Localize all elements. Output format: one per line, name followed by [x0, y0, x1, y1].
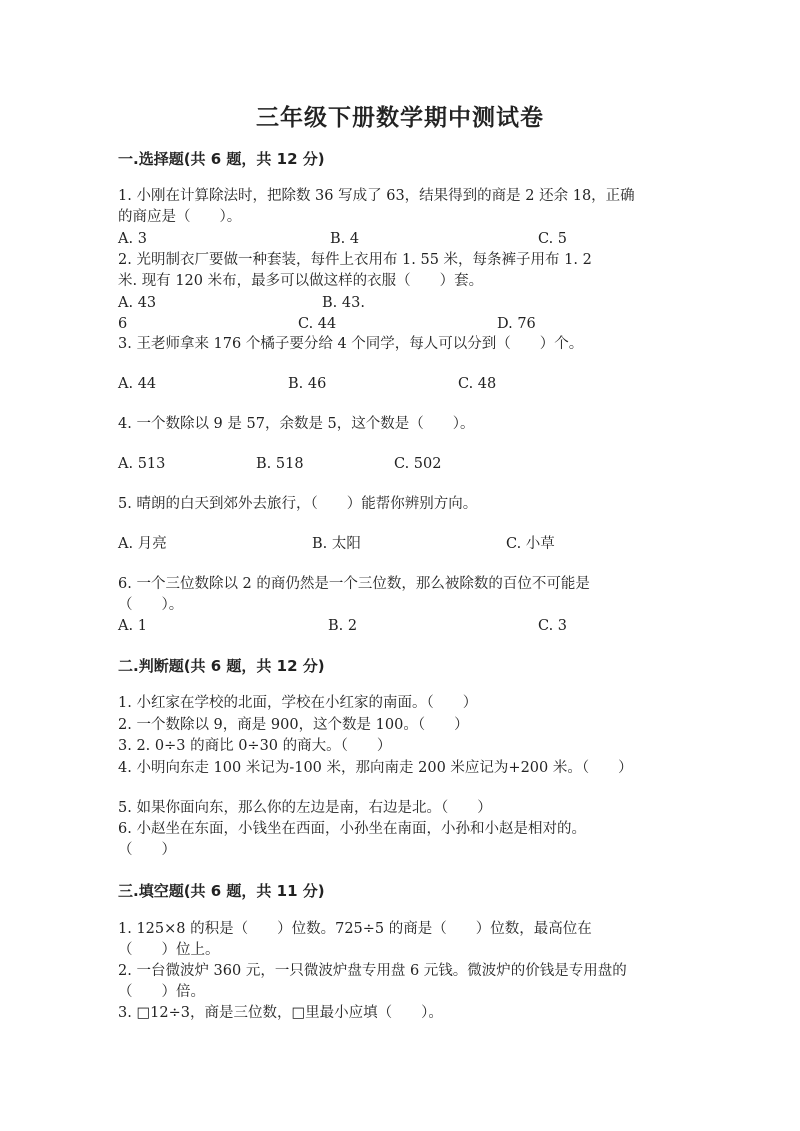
page-title: 三年级下册数学期中测试卷 — [256, 104, 544, 131]
option-a: A. 43 — [118, 295, 157, 311]
fill-in-line: （ ）倍。 — [118, 984, 205, 1000]
option-a: A. 3 — [118, 231, 147, 247]
option-c: C. 小草 — [506, 536, 555, 552]
option-c: C. 44 — [298, 316, 337, 332]
statement-line: 1. 小红家在学校的北面，学校在小红家的南面。（ ） — [118, 695, 478, 711]
section-heading-fill-in: 三.填空题(共 6 题，共 11 分) — [118, 882, 325, 900]
statement-line: 4. 小明向东走 100 米记为-100 米，那向南走 200 米应记为+200 米。（ ） — [118, 760, 633, 776]
statement-line: 3. 2. 0÷3 的商比 0÷30 的商大。（ ） — [118, 738, 392, 754]
fill-in-line: 1. 125×8 的积是（ ）位数。725÷5 的商是（ ）位数，最高位在 — [118, 921, 592, 937]
option-a: A. 1 — [118, 618, 147, 634]
statement-line: 5. 如果你面向东，那么你的左边是南，右边是北。（ ） — [118, 800, 492, 816]
section-heading-choice: 一.选择题(共 6 题，共 12 分) — [118, 150, 325, 168]
option-c: C. 502 — [394, 456, 442, 472]
question-text: 1. 小刚在计算除法时，把除数 36 写成了 63，结果得到的商是 2 还余 18，正确 — [118, 188, 635, 204]
statement-line: 6. 小赵坐在东面，小钱坐在西面，小孙坐在南面，小孙和小赵是相对的。 — [118, 821, 586, 837]
question-text: 米. 现有 120 米布，最多可以做这样的衣服（ ）套。 — [118, 273, 484, 289]
option-b-continued: 6 — [118, 316, 128, 332]
option-a: A. 513 — [118, 456, 166, 472]
section-heading-judgement: 二.判断题(共 6 题，共 12 分) — [118, 657, 325, 675]
option-c: C. 48 — [458, 376, 497, 392]
statement-line: 2. 一个数除以 9，商是 900，这个数是 100。（ ） — [118, 717, 469, 733]
question-text: 4. 一个数除以 9 是 57，余数是 5，这个数是（ ）。 — [118, 416, 475, 432]
option-b: B. 太阳 — [312, 536, 361, 552]
question-text: 3. 王老师拿来 176 个橘子要分给 4 个同学，每人可以分到（ ）个。 — [118, 336, 584, 352]
option-b: B. 46 — [288, 376, 327, 392]
option-c: C. 3 — [538, 618, 568, 634]
question-text: 2. 光明制衣厂要做一种套装，每件上衣用布 1. 55 米，每条裤子用布 1. 2 — [118, 252, 592, 268]
option-a: A. 44 — [118, 376, 157, 392]
option-d: D. 76 — [497, 316, 536, 332]
option-a: A. 月亮 — [118, 536, 167, 552]
question-text: 6. 一个三位数除以 2 的商仍然是一个三位数，那么被除数的百位不可能是 — [118, 576, 590, 592]
question-text: 的商应是（ ）。 — [118, 209, 242, 225]
fill-in-line: （ ）位上。 — [118, 942, 220, 958]
option-b: B. 518 — [256, 456, 304, 472]
question-text: （ ）。 — [118, 597, 184, 613]
fill-in-line: 2. 一台微波炉 360 元，一只微波炉盘专用盘 6 元钱。微波炉的价钱是专用盘的 — [118, 963, 627, 979]
statement-line: （ ） — [118, 842, 176, 858]
option-c: C. 5 — [538, 231, 568, 247]
question-text: 5. 晴朗的白天到郊外去旅行，（ ）能帮你辨别方向。 — [118, 496, 478, 512]
option-b: B. 2 — [328, 618, 358, 634]
fill-in-line: 3. □12÷3，商是三位数，□里最小应填（ ）。 — [118, 1005, 443, 1021]
option-b: B. 43. — [322, 295, 365, 311]
option-b: B. 4 — [330, 231, 360, 247]
